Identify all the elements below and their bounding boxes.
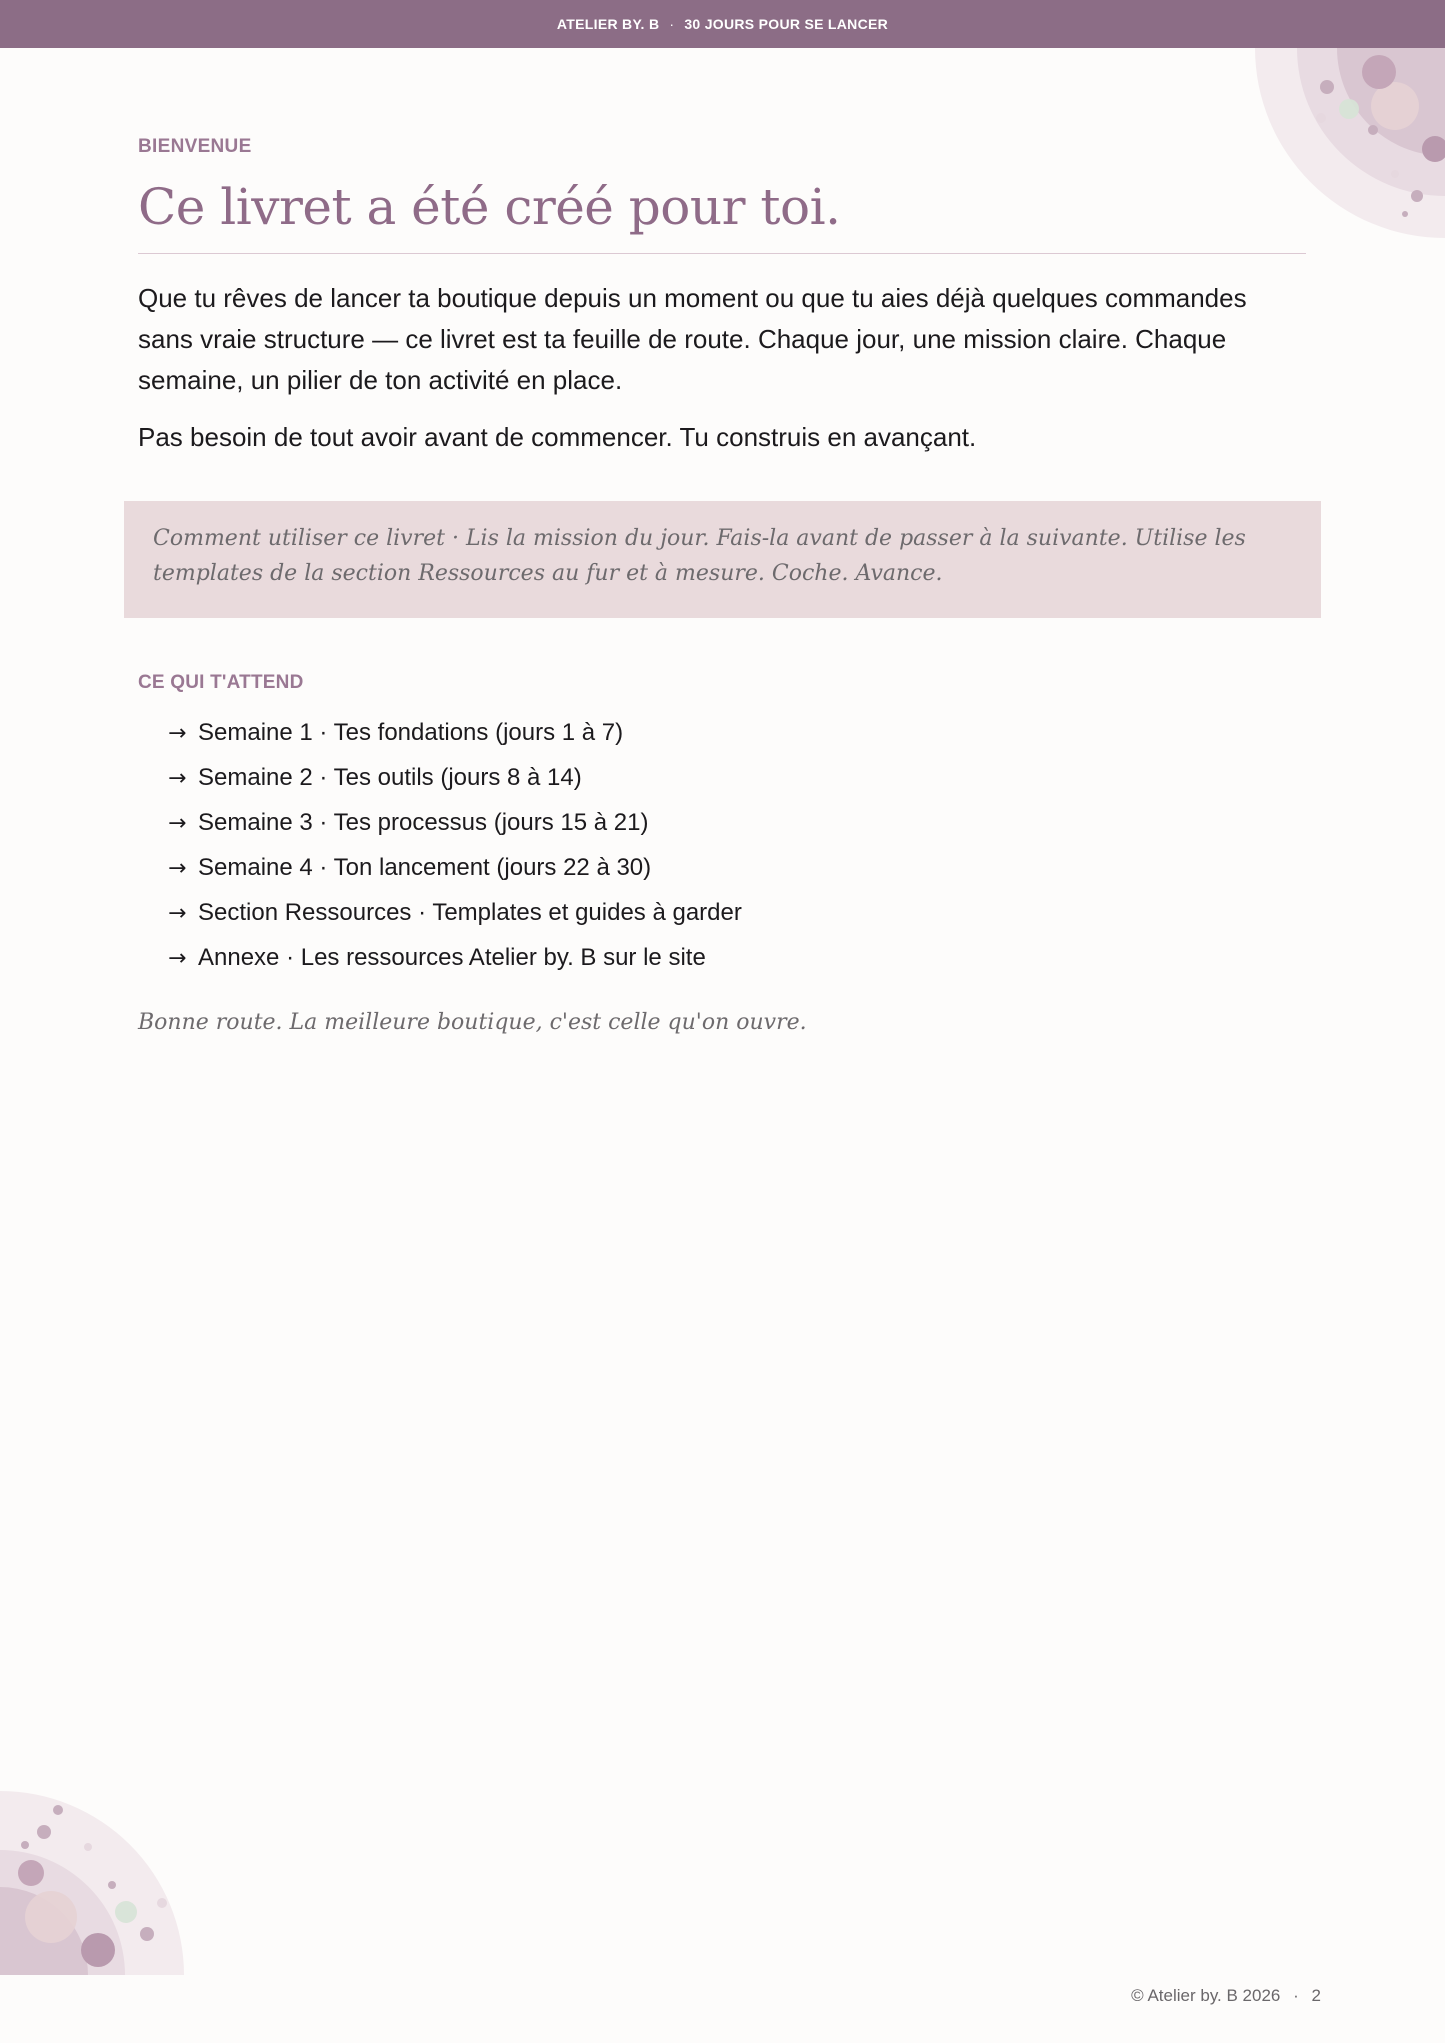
usage-tip-callout [124,501,1321,618]
usage-tip-text: Comment utiliser ce livret · Lis la mission du jour. Fais-la avant de passer à la suivante. Utilise les templates de la section Ressources au fur et à mesure. Coche. Avance. [153,526,1246,586]
header-subtitle: 30 JOURS POUR SE LANCER [684,16,889,32]
page-header [0,0,1445,48]
intro-paragraph: Que tu rêves de lancer ta boutique depuis un moment ou que tu aies déjà quelques commandes sans vraie structure — ce livret est ta feuille de route. Chaque jour, une mission claire. Chaque semaine, un pilier de ton activité en place. [138,283,1247,395]
arrow-right-icon: → [168,721,187,746]
list-item [168,801,742,846]
list-item-label: Semaine 1 · Tes fondations (jours 1 à 7) [198,719,624,746]
list-item [168,756,742,801]
overview-list [168,711,742,981]
title-divider [138,253,1306,254]
header-brand: ATELIER BY. B [556,16,660,32]
list-item-label: Annexe · Les ressources Atelier by. B sur le site [198,944,706,971]
arrow-right-icon: → [168,766,187,791]
list-item-label: Semaine 3 · Tes processus (jours 15 à 21) [198,809,649,836]
footer-separator: · [1293,1986,1299,2005]
page-number: 2 [1311,1986,1321,2005]
page-title: Ce livret a été créé pour toi. [138,178,841,236]
list-item [168,711,742,756]
list-item [168,891,742,936]
arrow-right-icon: → [168,856,187,881]
intro-section [138,136,1308,458]
decorative-circles-bottom-left [0,1785,190,1975]
list-item [168,846,742,891]
footer-copyright: © Atelier by. B 2026 [1131,1986,1281,2005]
list-item-label: Semaine 4 · Ton lancement (jours 22 à 30) [198,854,652,881]
list-item-label: Section Ressources · Templates et guides à garder [198,899,742,926]
arrow-right-icon: → [168,901,187,926]
overview-label: CE QUI T'ATTEND [138,672,304,693]
closing-line: Bonne route. La meilleure boutique, c'est celle qu'on ouvre. [138,1010,807,1035]
page-footer [1131,1986,1321,2006]
header-separator: · [669,16,675,32]
list-item [168,936,742,981]
section-kicker: BIENVENUE [138,136,252,157]
intro-paragraph: Pas besoin de tout avoir avant de commencer. Tu construis en avançant. [138,422,977,452]
arrow-right-icon: → [168,946,187,971]
list-item-label: Semaine 2 · Tes outils (jours 8 à 14) [198,764,582,791]
arrow-right-icon: → [168,811,187,836]
